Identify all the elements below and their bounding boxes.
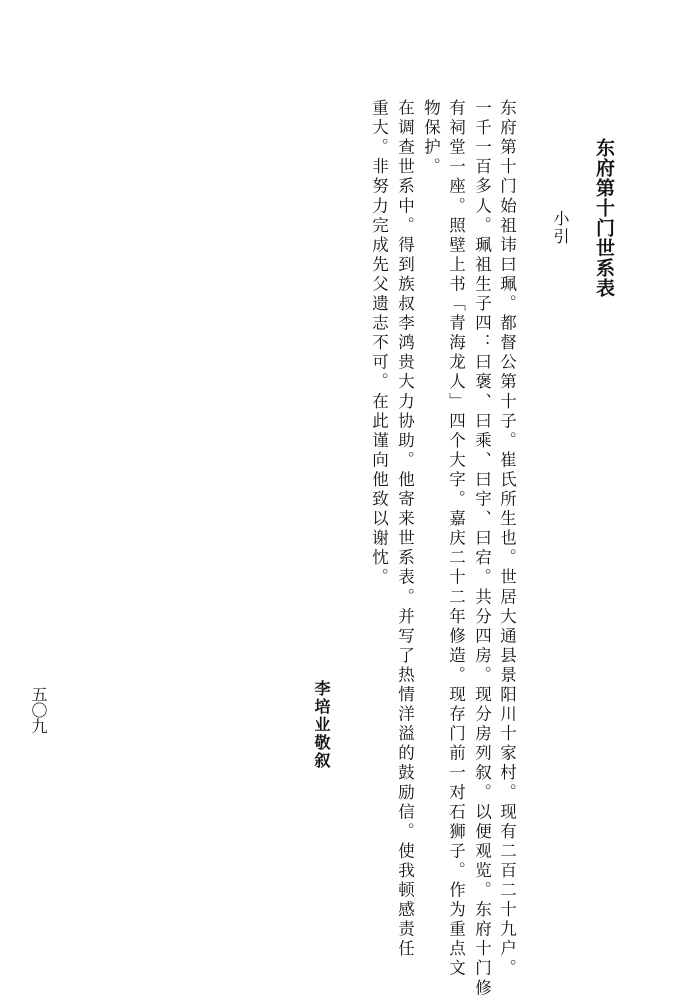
body-line-4: 物保护。 [421, 99, 441, 178]
body-line-3: 有祠堂一座。照壁上书「青海龙人」四个大字。嘉庆二十二年修造。现存门前一对石狮子。作为重点文 [446, 99, 466, 979]
body-line-6: 重大。非努力完成先父遗志不可。在此谨向他致以谢忱。 [369, 99, 389, 588]
page-number: 五〇九 [29, 686, 48, 734]
body-line-2: 一千一百多人。珮祖生子四：曰褒、曰乘、曰宇、曰宕。共分四房。现分房列叙。以便观览。东府十门修 [472, 99, 492, 999]
subtitle: 小引 [551, 210, 570, 246]
body-line-5: 在调查世系中。得到族叔李鸿贵大力协助。他寄来世系表。并写了热情洋溢的鼓励信。使我顿感责任 [395, 99, 415, 960]
body-line-1: 东府第十门始祖讳曰珮。都督公第十子。崔氏所生也。世居大通县景阳川十家村。现有二百二十九户。 [497, 99, 517, 979]
page-title: 东府第十门世系表 [593, 138, 615, 298]
author-signature: 李培业敬叙 [312, 680, 331, 770]
